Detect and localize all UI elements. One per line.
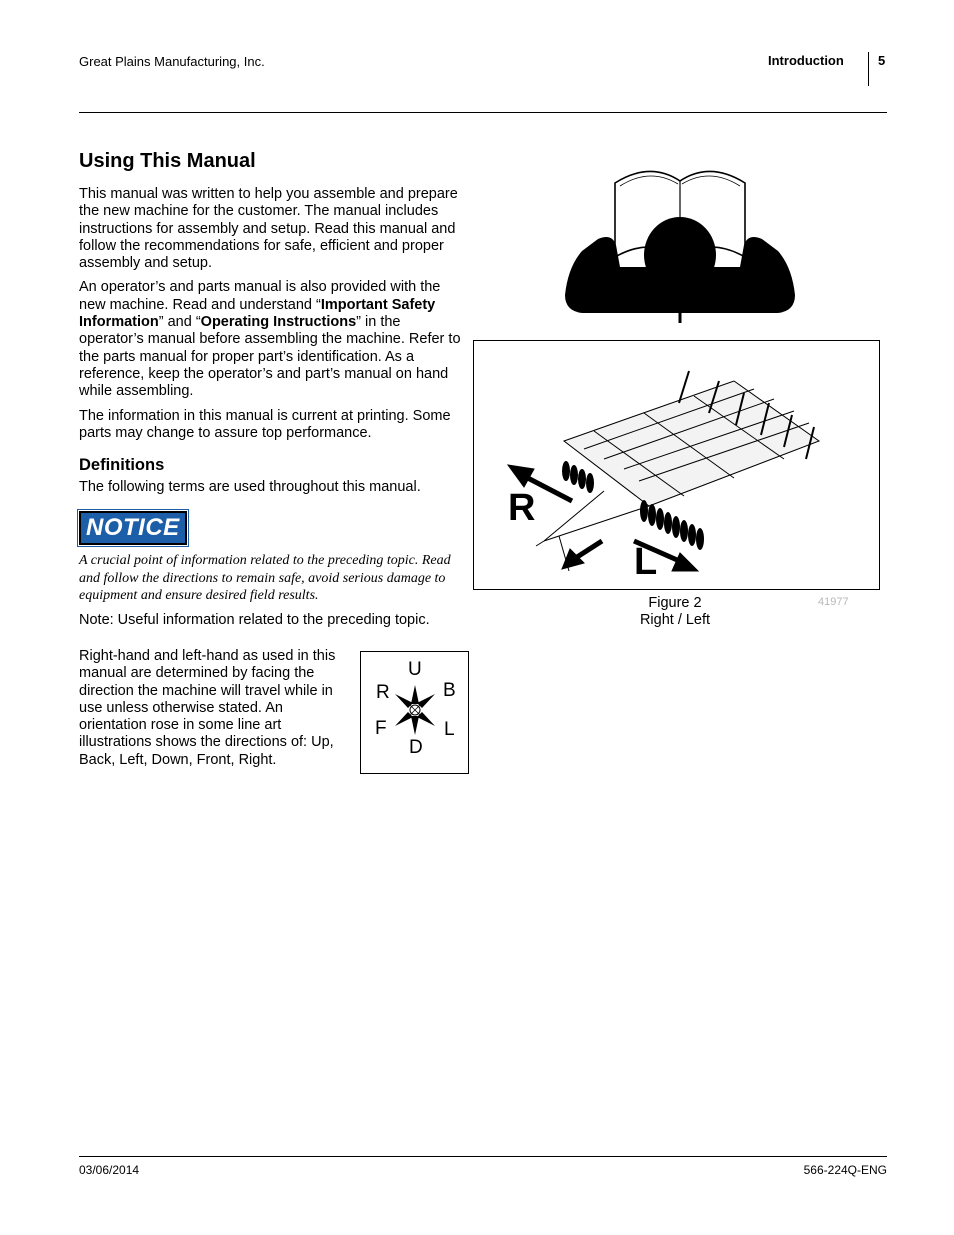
operating-instructions-emphasis: Operating Instructions bbox=[200, 314, 357, 331]
figure-left-label: L bbox=[634, 541, 658, 583]
page-number: 5 bbox=[878, 53, 886, 68]
manuals-paragraph: An operator’s and parts manual is also provided with the new machine. Read and understand “Important Safety Information” and “Operating Instructions” in the operator’s manual before assembling the machine. Refer to the parts manual for proper part’s identification. As a reference, keep the operator’s and part’s manual on hand while assembling. bbox=[79, 279, 461, 400]
figure-2-box bbox=[473, 340, 880, 590]
important-safety-emphasis: Important Safety Information bbox=[79, 296, 436, 331]
currency-paragraph: The information in this manual is current at printing. Some parts may change to assure top performance. bbox=[79, 407, 451, 441]
right-left-definition: Right-hand and left-hand as used in this manual are determined by facing the direction the machine will travel while in use unless otherwise stated. An orientation rose in some line art illustrations shows the directions of: Up, Back, Left, Down, Front, Right. bbox=[79, 648, 336, 768]
main-column bbox=[79, 148, 469, 636]
definitions-intro: The following terms are used throughout this manual. bbox=[79, 479, 421, 496]
figure-caption bbox=[600, 595, 750, 629]
figure-image-id: 41977 bbox=[818, 596, 849, 608]
header-section-title: Introduction bbox=[768, 53, 844, 68]
notice-badge: NOTICE bbox=[79, 511, 187, 545]
machine-illustration bbox=[474, 341, 879, 589]
notice-definition: A crucial point of information related to the preceding topic. Read and follow the directions to remain safe, avoid serious damage to equipment and ensure desired field results. bbox=[79, 553, 451, 604]
footer-doc-number: 566-224Q-ENG bbox=[803, 1163, 887, 1177]
figure-right-label: R bbox=[508, 487, 536, 529]
note-definition: Note: Useful information related to the preceding topic. bbox=[79, 611, 430, 628]
header-rule bbox=[79, 112, 887, 113]
figure-title: Right / Left bbox=[639, 612, 711, 628]
section-title: Using This Manual bbox=[79, 150, 256, 172]
rose-left-label: L bbox=[444, 719, 455, 740]
footer-date: 03/06/2014 bbox=[79, 1163, 140, 1177]
header-divider bbox=[868, 52, 869, 86]
orientation-rose bbox=[360, 651, 469, 774]
rose-down-label: D bbox=[409, 737, 423, 758]
figure-number: Figure 2 bbox=[648, 595, 702, 611]
rose-up-label: U bbox=[408, 659, 422, 680]
rose-front-label: F bbox=[375, 718, 387, 739]
rose-right-label: R bbox=[376, 682, 390, 703]
rose-back-label: B bbox=[443, 680, 456, 701]
definitions-title: Definitions bbox=[79, 456, 165, 475]
header-company: Great Plains Manufacturing, Inc. bbox=[79, 54, 265, 69]
intro-paragraph: This manual was written to help you assemble and prepare the new machine for the customer. The manual includes instructions for assembly and setup. Read this manual and follow the recommendations for safe, efficient and proper assembly and setup. bbox=[79, 186, 458, 272]
footer-rule bbox=[79, 1156, 887, 1157]
read-manual-icon bbox=[560, 155, 800, 327]
